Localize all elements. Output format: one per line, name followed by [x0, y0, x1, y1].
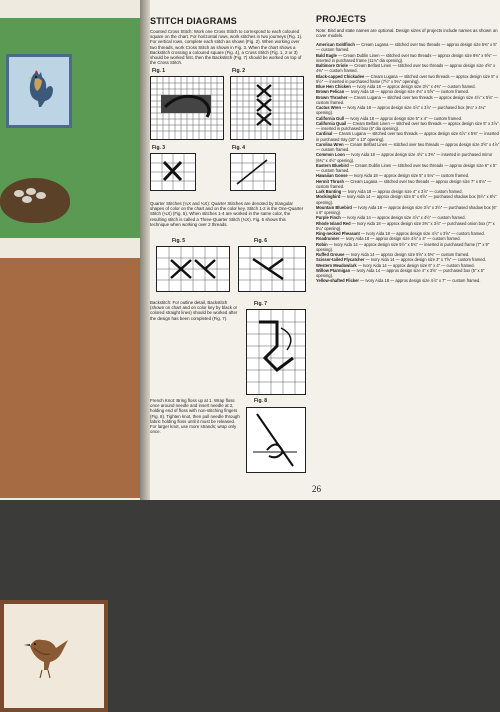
- projects-column: [316, 0, 500, 500]
- project-details: — Ivory Aida 14 — approx design size 4⅞" x 4½" — custom framed.: [340, 215, 466, 221]
- project-entry: [316, 163, 500, 174]
- project-details: — Ivory Aida 14 — approx design size 6" x 4" — custom framed.: [356, 262, 475, 268]
- project-entry: [316, 131, 500, 142]
- project-entry: [316, 105, 500, 116]
- project-name: Western Meadowlark: [316, 262, 357, 268]
- project-name: California Gull: [316, 115, 344, 121]
- project-name: Baltimore Oriole: [316, 63, 348, 68]
- project-name: Ruffed Grouse: [316, 252, 345, 257]
- backstitch-text: Backstitch: For outline detail, Backstitch (shown on chart and on color key by black or colored straight lines) should be worked after the design has been completed (Fig. 7).: [150, 300, 238, 321]
- project-entry: [316, 53, 500, 64]
- project-name: Carolina Wren: [316, 141, 344, 147]
- fig-3-label: Fig. 3: [152, 145, 166, 151]
- rooster-image: [23, 69, 55, 111]
- fig-1-label: Fig. 1: [152, 68, 166, 74]
- project-entry: [316, 205, 500, 216]
- project-name: Cactus Wren: [316, 105, 341, 110]
- fig-5-label: Fig. 5: [172, 238, 186, 244]
- project-name: Mountain Bluebird: [316, 204, 352, 210]
- project-details: — Cream Dublin Linen — stitched over two threads — approx design size 6" x 5" — custom framed.: [316, 162, 497, 173]
- project-details: — Ivory Aida 18 — approx design size 4⅞" x 3⅞" — purchased box (6¼" x 4¼" opening).: [316, 105, 486, 116]
- project-details: — Cream Lugana — stitched over two threads — approx design size 6⅞" x 5⅜" — inserted in purchased tray (10" x 13" opening).: [316, 131, 499, 142]
- right-page: [150, 0, 500, 500]
- project-details: — Ivory Aida 18 — approx design size 3½" x 4⅜" — custom framed.: [350, 84, 476, 89]
- project-entry: [316, 42, 500, 53]
- project-name: Brown Thrasher: [316, 94, 348, 100]
- project-name: Willow Ptarmigan: [316, 267, 351, 273]
- page-number: 26: [312, 484, 321, 494]
- french-knot-text: French Knot: Bring floss up at 1. Wrap floss once around needle and insert needle at 2, holding end of floss with non-stitching fingers (Fig. 8). Tighten knot, then pull needle through fabric holding floss until it must be released. For larger knot, use more strands; wrap only once.: [150, 398, 240, 435]
- fig-6-label: Fig. 6: [254, 238, 268, 244]
- project-details: — Ivory Aida 14 — approx design size 5½" x 5¾" — inserted in purchased frame (7" x 9" opening).: [316, 241, 490, 252]
- fig-8-diagram: [246, 407, 306, 473]
- project-name: American Goldfinch: [316, 42, 355, 47]
- rooster-framed-picture: [6, 54, 72, 128]
- project-name: Hermit Thrush: [316, 178, 344, 184]
- project-details: — Ivory Aida 14 — approx design size 3" x 7⅝" — custom framed.: [364, 257, 486, 263]
- project-name: Eastern Bluebird: [316, 162, 349, 168]
- wren-framed-picture: [0, 600, 108, 712]
- project-details: — Ivory Aida 18 — approx design size 5" x 4" — custom framed.: [343, 115, 463, 121]
- fig-7-label: Fig. 7: [254, 301, 268, 307]
- project-details: — Cream Belfast Linen — stitched over two threads — approx design size 3⅝" x 4⅞" — custom framed.: [316, 141, 500, 152]
- project-details: — Ivory Aida 14 — approx design size 4" x 3⅝" — purchased box (5" x 5" opening).: [316, 267, 485, 278]
- project-name: Bald Eagle: [316, 52, 337, 58]
- project-name: Cardinal: [316, 131, 333, 137]
- project-details: — Ivory Aida 14 — approx design size 5⅝" x 5⅜" — custom framed.: [344, 252, 470, 257]
- project-name: Lark Bunting: [316, 189, 342, 194]
- project-entry: [316, 63, 500, 74]
- fig-4-label: Fig. 4: [232, 145, 246, 151]
- projects-list: [316, 42, 500, 284]
- project-details: — Ivory Aida 18 — approx design size 5" x 5⅛" — custom framed.: [347, 173, 470, 179]
- project-details: — Cream Lugana — stitched over two threads — approx design size 5" x 5½" — inserted in purchased frame (7½" x 9¼" opening).: [316, 73, 499, 84]
- project-details: — Ivory Aida 18 — approx design size 4⅞" x 7" — custom framed.: [359, 278, 481, 284]
- project-entry: [316, 74, 500, 85]
- project-entry: [316, 152, 500, 163]
- project-details: — Cream Dublin Linen — stitched over two threads — approx design size 8⅜" x 9⅝" — inserted in purchased frame (11⅛" dia opening).: [316, 52, 497, 63]
- project-entry: [316, 278, 500, 283]
- project-details: — Ivory Aida 18 — approx design size 4⅛" x 5⅝" — custom framed.: [344, 89, 470, 95]
- project-name: Black-capped Chickadee: [316, 73, 365, 79]
- project-details: — Cream Lugana — stitched over two threads — approx design size 4½" x 5⅝" — custom framed.: [316, 94, 499, 105]
- fig-2-label: Fig. 2: [232, 68, 246, 74]
- project-name: Scissor-tailed Flycatcher: [316, 257, 365, 263]
- fig-5-diagram: [156, 246, 230, 292]
- project-details: — Ivory Aida 18 — approx design size 4⅞" x 3⅝" — custom framed.: [359, 231, 485, 236]
- left-page: [0, 0, 150, 500]
- project-entry: [316, 268, 500, 279]
- project-name: Hawaiian Goose: [316, 173, 348, 179]
- fig-7-diagram: [246, 309, 306, 395]
- photo-rooster-nest: [0, 18, 142, 238]
- fig-4-diagram: [230, 153, 276, 191]
- project-entry: [316, 121, 500, 132]
- project-details: — Ivory Aida 18 — approx design size 3⅞" x 3½" — purchased shadow box (6" x 6" opening).: [316, 204, 497, 215]
- project-name: California Quail: [316, 120, 347, 126]
- fig-6-diagram: [238, 246, 306, 292]
- project-details: — Cream Lugana — stitched over two threads — approx design size 5⅜" x 5" — custom framed.: [316, 42, 498, 53]
- projects-note: Note: Bird and state names are optional. Design sizes of projects include names as shown on cover models.: [316, 28, 498, 39]
- wren-image: [22, 626, 72, 686]
- project-name: Roadrunner: [316, 236, 340, 242]
- project-details: — Ivory Aida 18 — approx design size 4½" x 3⅜" — inserted in purchased mirror (6¾" x 4½" opening).: [316, 152, 493, 163]
- project-entry: [316, 242, 500, 253]
- fig-2-diagram: [230, 76, 304, 140]
- project-name: Rhode Island Red: [316, 220, 351, 226]
- project-entry: [316, 179, 500, 190]
- project-details: — Ivory Aida 18 — approx design size 4" x 3⅞" — custom framed.: [341, 189, 463, 194]
- photo-wren: [0, 258, 140, 498]
- project-name: Mockingbird: [316, 194, 341, 200]
- project-name: Brown Pelican: [316, 89, 345, 95]
- fig-8-label: Fig. 8: [254, 398, 268, 404]
- project-name: Purple Finch: [316, 215, 341, 221]
- project-details: — Cream Belfast Linen — stitched over two threads — approx design size 5" x 3⅞" — inserted in purchased box (6" dia opening).: [316, 120, 499, 131]
- quarter-stitches-text: Quarter Stitches (¼X and ¾X): Quarter Stitches are denoted by triangular shapes of color on the chart and on the color key. Stitch 1-2 is the One-Quarter Stitch (¼X) (Fig. 5). When stitches 1-4 are worked in the same color, the resulting stitch is called a Three-Quarter Stitch (¾X). Fig. 6 shows this technique when working over 2 threads.: [150, 201, 304, 227]
- project-name: Yellow-shafted Flicker: [316, 278, 359, 284]
- project-entry: [316, 221, 500, 232]
- project-name: Blue Hen Chicken: [316, 84, 351, 89]
- page-spine: [140, 0, 150, 500]
- project-details: — Cream Lugana — stitched over two threads — approx design size 7" x 6⅛" — custom framed.: [316, 178, 492, 189]
- project-details: — Ivory Aida 18 — approx design size 4⅞" x 4" — custom framed.: [339, 236, 461, 242]
- nest-image: [0, 178, 70, 223]
- project-details: — Cream Belfast Linen — stitched over two threads — approx design size 4⅝" x 4⅜" — custom framed.: [316, 63, 496, 74]
- stitch-diagrams-column: [150, 0, 305, 500]
- project-details: — Ivory Aida 18 — approx design size 3⅜" x 3⅞" — purchased onion box (7" x 5¼" opening).: [316, 220, 495, 231]
- fig-3-diagram: [150, 153, 196, 191]
- project-name: Ring-necked Pheasant: [316, 231, 360, 236]
- counted-cross-stitch-text: Counted Cross Stitch: Work one Cross Stitch to correspond to each coloured square on the chart. For horizontal rows, work stitches in two journeys (Fig. 1). For vertical rows, complete each stitch as shown (Fig. 2). When working over two threads, work Cross Stitch as shown in Fig. 3. When the chart shows a Backstitch crossing a coloured square (Fig. 4), a Cross Stitch (Fig. 1, 2 or 3) should be worked first, then the Backstitch (Fig. 7) should be worked on top of the Cross Stitch.: [150, 29, 303, 66]
- projects-heading: PROJECTS: [316, 14, 367, 24]
- project-entry: [316, 95, 500, 106]
- project-name: Robin: [316, 241, 328, 247]
- project-details: — Ivory Aida 14 — approx design size 5" x 6⅝" — purchased shadow box (5½" x 8½" opening).: [316, 194, 497, 205]
- stitch-diagrams-heading: STITCH DIAGRAMS: [150, 16, 237, 26]
- fig-1-diagram: [150, 76, 224, 140]
- project-entry: [316, 142, 500, 153]
- project-name: Common Loon: [316, 152, 345, 158]
- project-entry: [316, 194, 500, 205]
